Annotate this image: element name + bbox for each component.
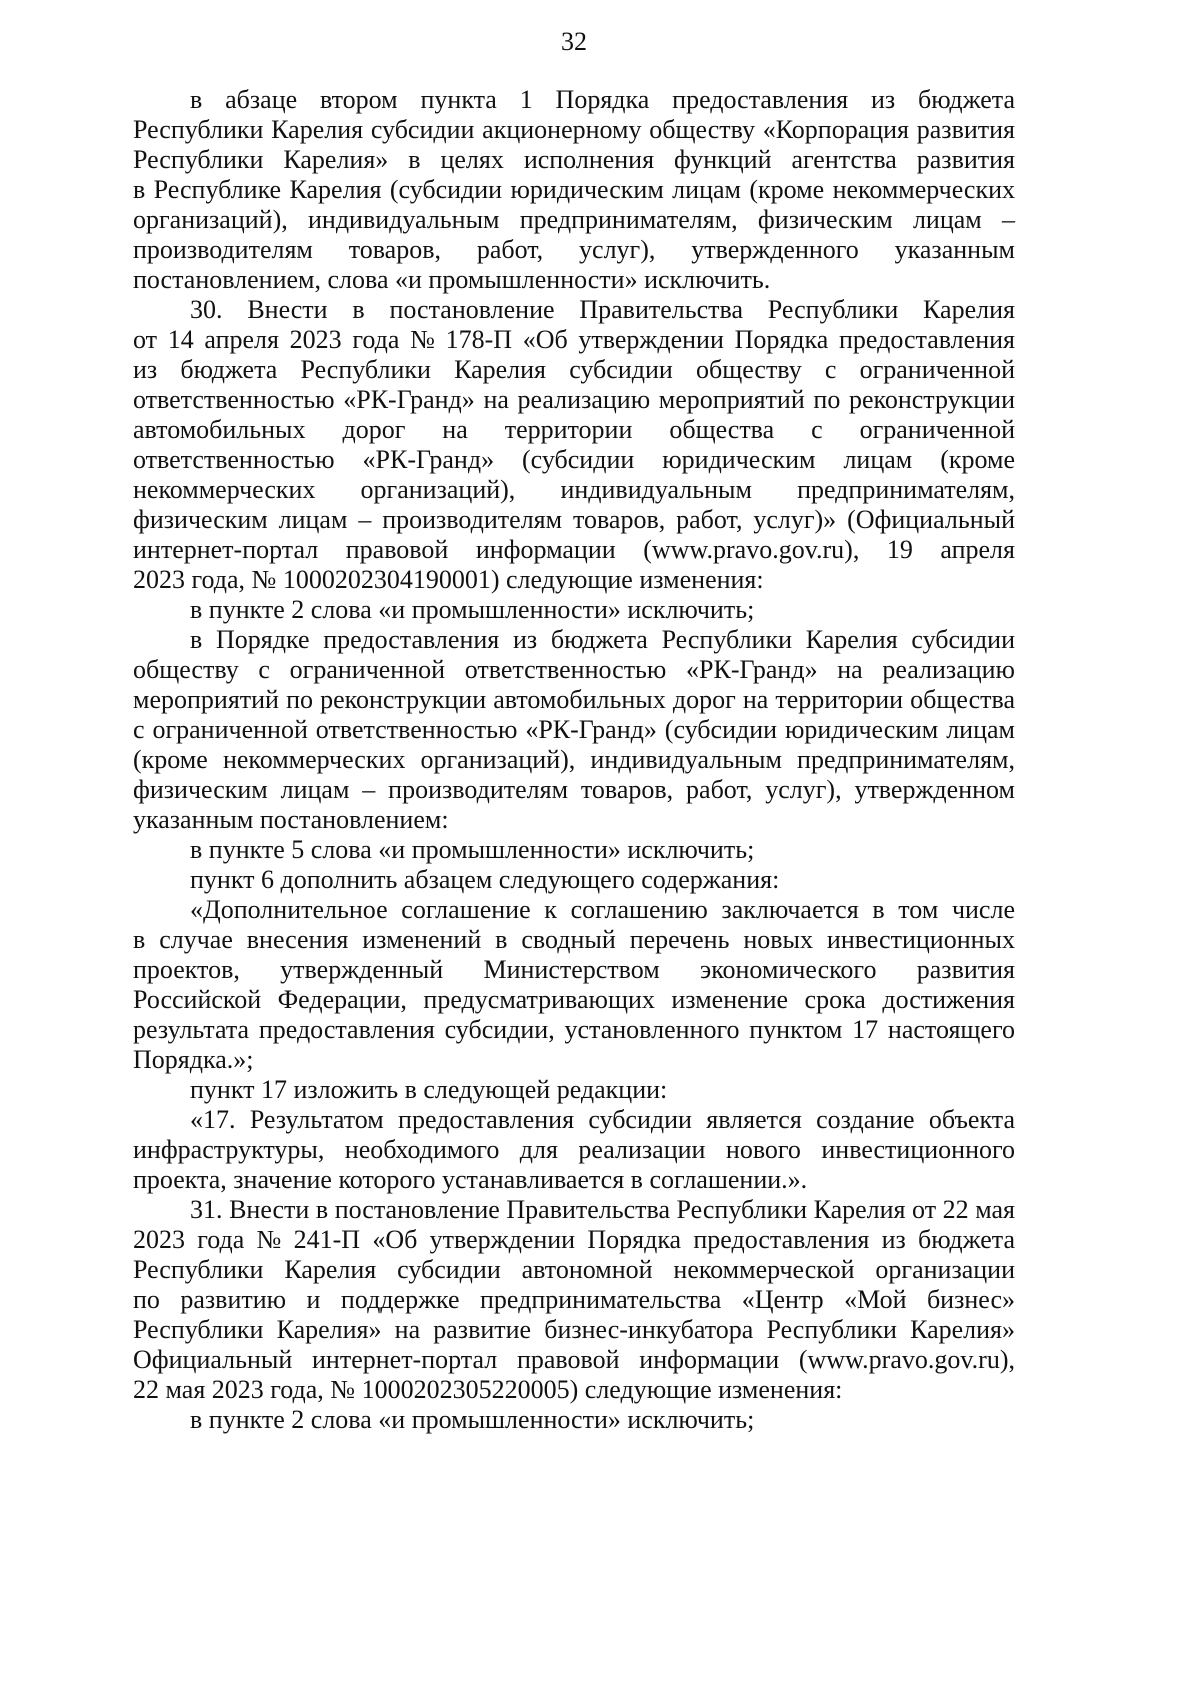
- text-line: 22 мая 2023 года, № 1000202305220005) следующие изменения:: [133, 1375, 843, 1404]
- paragraph: [133, 1405, 1015, 1435]
- text-line: в Порядке предоставления из бюджета Республики Карелия субсидии: [190, 625, 1015, 654]
- paragraph: [133, 895, 1015, 1075]
- text-line: некоммерческих организаций), индивидуальным предпринимателям,: [133, 475, 1015, 504]
- text-line: инфраструктуры, необходимого для реализации нового инвестиционного: [133, 1135, 1015, 1164]
- text-line: автомобильных дорог на территории общества с ограниченной: [133, 415, 1015, 444]
- text-line: Республики Карелия» на развитие бизнес-инкубатора Республики Карелия»: [133, 1315, 1015, 1344]
- paragraph: [133, 1195, 1015, 1405]
- text-line: от 14 апреля 2023 года № 178-П «Об утверждении Порядка предоставления: [133, 325, 1015, 354]
- paragraph: [133, 1075, 1015, 1105]
- paragraph: [133, 835, 1015, 865]
- text-line: мероприятий по реконструкции автомобильных дорог на территории общества: [133, 685, 1015, 714]
- text-line: обществу с ограниченной ответственностью «РК-Гранд» на реализацию: [133, 655, 1015, 684]
- text-line: физическим лицам – производителям товаров, работ, услуг)» (Официальный: [133, 505, 1015, 534]
- text-line: Российской Федерации, предусматривающих изменение срока достижения: [133, 985, 1015, 1014]
- text-line: в абзаце втором пункта 1 Порядка предоставления из бюджета: [190, 85, 1015, 114]
- paragraph: [133, 1105, 1015, 1195]
- text-line: в пункте 2 слова «и промышленности» исключить;: [190, 1405, 755, 1434]
- text-line: ответственностью «РК-Гранд» на реализацию мероприятий по реконструкции: [133, 385, 1015, 414]
- text-line: «17. Результатом предоставления субсидии является создание объекта: [190, 1105, 1015, 1134]
- text-line: указанным постановлением:: [133, 805, 449, 834]
- paragraph: [133, 295, 1015, 595]
- text-line: из бюджета Республики Карелия субсидии обществу с ограниченной: [133, 355, 1015, 384]
- text-line: 2023 года, № 1000202304190001) следующие изменения:: [133, 565, 764, 594]
- text-line: 2023 года № 241-П «Об утверждении Порядка предоставления из бюджета: [133, 1225, 1015, 1254]
- text-line: 30. Внести в постановление Правительства Республики Карелия: [190, 295, 1015, 324]
- text-line: в пункте 5 слова «и промышленности» исключить;: [190, 835, 755, 864]
- text-line: физическим лицам – производителям товаров, работ, услуг), утвержденном: [133, 775, 1015, 804]
- text-line: Республики Карелия субсидии акционерному обществу «Корпорация развития: [133, 115, 1015, 144]
- text-line: проекта, значение которого устанавливается в соглашении.».: [133, 1165, 808, 1194]
- paragraph: [133, 625, 1015, 835]
- text-line: проектов, утвержденный Министерством экономического развития: [133, 955, 1015, 984]
- text-line: по развитию и поддержке предпринимательства «Центр «Мой бизнес»: [133, 1285, 1015, 1314]
- text-line: ответственностью «РК-Гранд» (субсидии юридическим лицам (кроме: [133, 445, 1015, 474]
- text-line: организаций), индивидуальным предпринимателям, физическим лицам –: [133, 205, 1015, 234]
- text-line: в Республике Карелия (субсидии юридическим лицам (кроме некоммерческих: [133, 175, 1015, 204]
- text-line: в случае внесения изменений в сводный перечень новых инвестиционных: [133, 925, 1015, 954]
- text-line: Республики Карелия субсидии автономной некоммерческой организации: [133, 1255, 1015, 1284]
- text-line: Официальный интернет-портал правовой информации (www.pravo.gov.ru),: [133, 1345, 1015, 1374]
- text-line: «Дополнительное соглашение к соглашению заключается в том числе: [190, 895, 1015, 924]
- paragraph: [133, 595, 1015, 625]
- document-body: [133, 85, 1015, 1435]
- text-line: производителям товаров, работ, услуг), утвержденного указанным: [133, 235, 1015, 264]
- paragraph: [133, 865, 1015, 895]
- text-line: Порядка.»;: [133, 1045, 254, 1074]
- paragraph: [133, 85, 1015, 295]
- text-line: с ограниченной ответственностью «РК-Гранд» (субсидии юридическим лицам: [133, 715, 1015, 744]
- page-number: 32: [561, 27, 587, 56]
- text-line: интернет-портал правовой информации (www.pravo.gov.ru), 19 апреля: [133, 535, 1015, 564]
- text-line: пункт 6 дополнить абзацем следующего содержания:: [190, 865, 780, 894]
- text-line: в пункте 2 слова «и промышленности» исключить;: [190, 595, 755, 624]
- text-line: (кроме некоммерческих организаций), индивидуальным предпринимателям,: [133, 745, 1015, 774]
- text-line: результата предоставления субсидии, установленного пунктом 17 настоящего: [133, 1015, 1015, 1044]
- text-line: Республики Карелия» в целях исполнения функций агентства развития: [133, 145, 1015, 174]
- text-line: постановлением, слова «и промышленности» исключить.: [133, 265, 771, 294]
- text-line: пункт 17 изложить в следующей редакции:: [190, 1075, 668, 1104]
- text-line: 31. Внести в постановление Правительства Республики Карелия от 22 мая: [190, 1195, 1015, 1224]
